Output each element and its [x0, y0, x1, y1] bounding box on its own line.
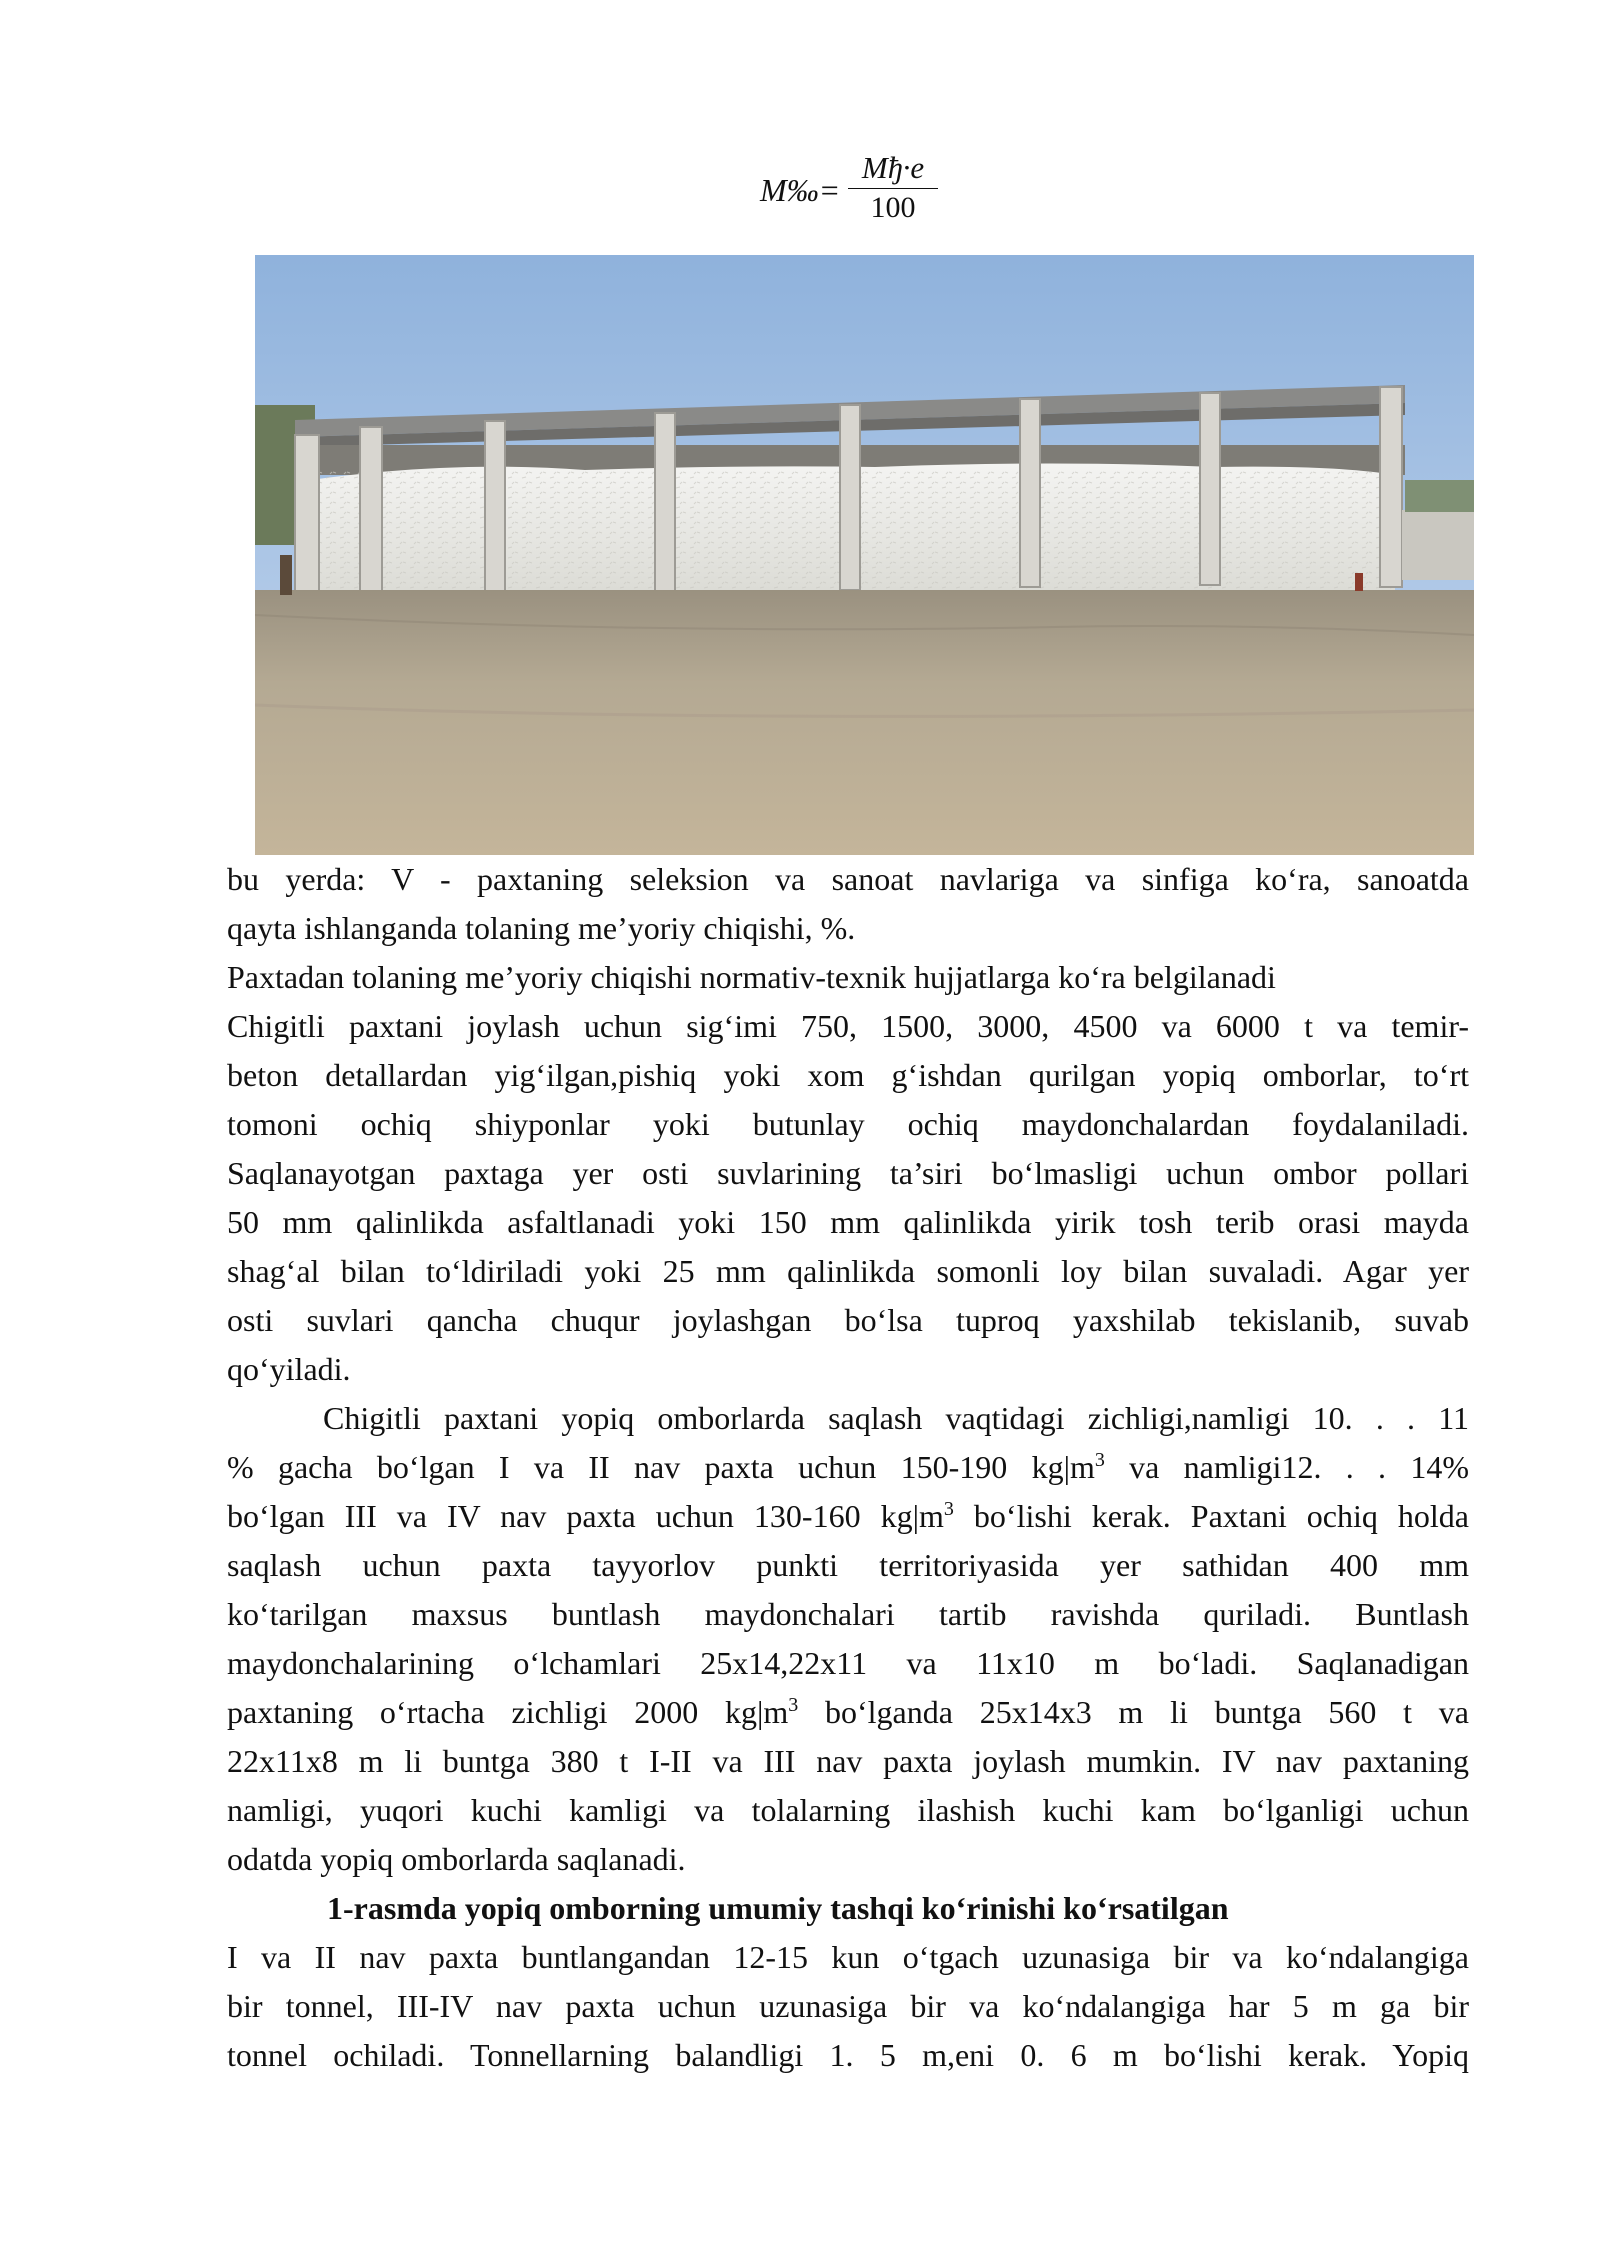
text-line: maydonchalarining o‘lchamlari 25x14,22x11 va 11x10 m bo‘ladi. Saqlanadigan — [227, 1645, 1469, 1681]
paragraph-3-end — [227, 1345, 1469, 1394]
paragraph-1 — [227, 855, 1469, 904]
formula-denominator: 100 — [870, 191, 916, 224]
text-line: Chigitli paxtani yopiq omborlarda saqlash vaqtidagi zichligi,namligi 10. . . 11 — [323, 1400, 1469, 1436]
paragraph-3 — [227, 1002, 1469, 1345]
text-line: shag‘al bilan to‘ldiriladi yoki 25 mm qalinlikda somonli loy bilan suvaladi. Agar yer — [227, 1253, 1469, 1289]
text-line: paxtaning o‘rtacha zichligi 2000 $kg|m^3$ bo‘lganda 25x14x3 m li buntga 560 t va — [227, 1694, 1470, 1730]
text-line: odatda yopiq omborlarda saqlanadi. — [227, 1841, 686, 1877]
text-line: qo‘yiladi. — [227, 1351, 351, 1387]
paragraph-4-end — [227, 1835, 1469, 1884]
text-line: bu yerda: V - paxtaning seleksion va sanoat navlariga va sinfiga ko‘ra, sanoatda — [227, 861, 1469, 897]
text-line: I va II nav paxta buntlangandan 12-15 kun o‘tgach uzunasiga bir va ko‘ndalangiga — [227, 1939, 1469, 1975]
text-line: beton detallardan yig‘ilgan,pishiq yoki xom g‘ishdan qurilgan yopiq omborlar, to‘rt — [227, 1057, 1469, 1093]
text-line: Chigitli paxtani joylash uchun sig‘imi 750, 1500, 3000, 4500 va 6000 t va temir- — [227, 1008, 1469, 1044]
text-line: % gacha bo‘lgan I va II nav paxta uchun 150-190 $kg|m^3$ va namligi12. . . 14% — [227, 1449, 1470, 1485]
warehouse-photo — [255, 255, 1474, 855]
text-line: qayta ishlanganda tolaning me’yoriy chiqishi, %. — [227, 910, 856, 946]
paragraph-1-end — [227, 904, 1469, 953]
text-line: 50 mm qalinlikda asfaltlanadi yoki 150 mm qalinlikda yirik tosh terib orasi mayda — [227, 1204, 1469, 1240]
text-line: saqlash uchun paxta tayyorlov punkti territoriyasida yer sathidan 400 mm — [227, 1547, 1469, 1583]
text-line: tonnel ochiladi. Tonnellarning balandligi 1. 5 m,eni 0. 6 m bo‘lishi kerak. Yopiq — [227, 2037, 1469, 2073]
paragraph-2 — [227, 953, 1469, 1002]
text-line: Paxtadan tolaning me’yoriy chiqishi normativ-texnik hujjatlarga ko‘ra belgilanadi — [227, 959, 1276, 995]
text-line: 22x11x8 m li buntga 380 t I-II va III nav paxta joylash mumkin. IV nav paxtaning — [227, 1743, 1469, 1779]
text-line: Saqlanayotgan paxtaga yer osti suvlarining ta’siri bo‘lmasligi uchun ombor pollari — [227, 1155, 1469, 1191]
text-line: bo‘lgan III va IV nav paxta uchun 130-160 $kg|m^3$ bo‘lishi kerak. Paxtani ochiq holda — [227, 1498, 1470, 1534]
formula-fraction — [848, 150, 938, 225]
paragraph-4 — [227, 1394, 1469, 1835]
text-line: ko‘tarilgan maxsus buntlash maydonchalari tartib ravishda quriladi. Buntlash — [227, 1596, 1469, 1632]
text-line: tomoni ochiq shiyponlar yoki butunlay ochiq maydonchalardan foydalaniladi. — [227, 1106, 1469, 1142]
formula-numerator: Mђ·e — [848, 150, 938, 189]
figure-caption: 1-rasmda yopiq omborning umumiy tashqi ko‘rinishi ko‘rsatilgan — [327, 1890, 1229, 1926]
text-line: bir tonnel, III-IV nav paxta uchun uzunasiga bir va ko‘ndalangiga har 5 m ga bir — [227, 1988, 1469, 2024]
paragraph-5 — [227, 1933, 1469, 2080]
formula-lhs: M‰= — [760, 172, 841, 208]
text-line: namligi, yuqori kuchi kamligi va tolalarning ilashish kuchi kam bo‘lganligi uchun — [227, 1792, 1469, 1828]
text-line: osti suvlari qancha chuqur joylashgan bo‘lsa tuproq yaxshilab tekislanib, suvab — [227, 1302, 1469, 1338]
